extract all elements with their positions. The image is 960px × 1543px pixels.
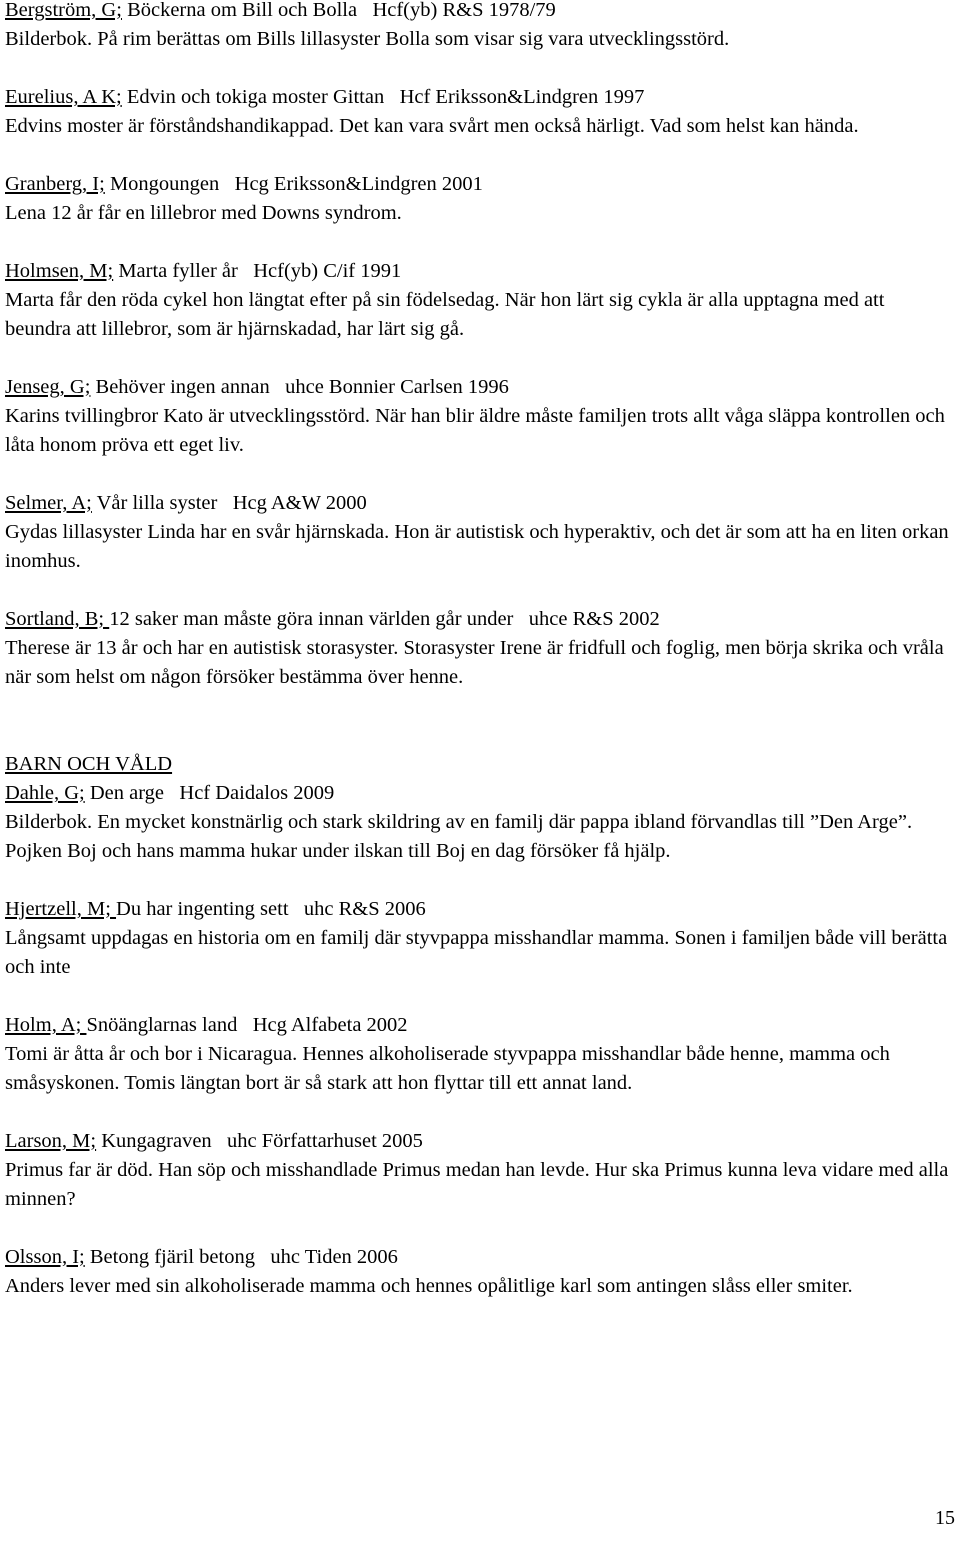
- entry-meta: Hcf(yb) C/if 1991: [253, 260, 402, 282]
- entry-author: Dahle, G;: [5, 782, 85, 804]
- entry-header: [5, 489, 955, 518]
- book-entry: [5, 83, 955, 141]
- book-entry: [5, 1011, 955, 1098]
- entry-title: Behöver ingen annan: [90, 376, 270, 398]
- entry-title: Marta fyller år: [113, 260, 238, 282]
- entry-title: Böckerna om Bill och Bolla: [121, 0, 358, 21]
- entry-meta: uhce Bonnier Carlsen 1996: [285, 376, 509, 398]
- entry-author: Holm, A;: [5, 1014, 87, 1036]
- book-entry: [5, 489, 955, 576]
- entry-author: Selmer, A;: [5, 492, 92, 514]
- book-entry: [5, 257, 955, 344]
- entry-title: Mongoungen: [104, 173, 220, 195]
- book-entry: [5, 605, 955, 692]
- book-entry: [5, 1243, 955, 1301]
- entry-description: Tomi är åtta år och bor i Nicaragua. Hennes alkoholiserade styvpappa misshandlar både henne, mamma och småsyskonen. Tomis längtan bort är så stark att hon flyttar till ett annat land.: [5, 1043, 890, 1094]
- entry-description: Lena 12 år får en lillebror med Downs syndrom.: [5, 202, 402, 224]
- entry-title: Kungagraven: [96, 1130, 212, 1152]
- entry-author: Olsson, I;: [5, 1246, 85, 1268]
- book-entry: [5, 1127, 955, 1214]
- entry-description: Bilderbok. En mycket konstnärlig och stark skildring av en familj där pappa ibland förvandlas till ”Den Arge”. Pojken Boj och hans mamma hukar under ilskan till Boj en dag försöker få hjälp.: [5, 811, 913, 862]
- entry-header: [5, 1011, 955, 1040]
- document-body: [5, 0, 955, 1301]
- entry-meta: Hcg Alfabeta 2002: [252, 1014, 408, 1036]
- entry-meta: uhce R&S 2002: [528, 608, 660, 630]
- entry-title: Du har ingenting sett: [116, 898, 289, 920]
- entry-author: Bergström, G;: [5, 0, 122, 21]
- entry-meta: uhc Författarhuset 2005: [227, 1130, 423, 1152]
- section-heading-text: BARN OCH VÅLD: [5, 753, 173, 775]
- entry-header: [5, 779, 955, 808]
- entry-description: Långsamt uppdagas en historia om en familj där styvpappa misshandlar mamma. Sonen i familjen både vill berätta och inte: [5, 927, 948, 978]
- entry-meta: uhc Tiden 2006: [270, 1246, 398, 1268]
- entry-author: Granberg, I;: [5, 173, 105, 195]
- entry-description: Therese är 13 år och har en autistisk storasyster. Storasyster Irene är fridfull och foglig, men börja skrika och vråla när som helst om någon försöker bestämma över henne.: [5, 637, 944, 688]
- entry-meta: Hcg Eriksson&Lindgren 2001: [234, 173, 483, 195]
- entry-meta: Hcf(yb) R&S 1978/79: [372, 0, 556, 21]
- entry-header: [5, 373, 955, 402]
- entry-description: Bilderbok. På rim berättas om Bills lillasyster Bolla som visar sig vara utvecklingsstörd.: [5, 28, 730, 50]
- entry-description: Primus far är död. Han söp och misshandlade Primus medan han levde. Hur ska Primus kunna leva vidare med alla minnen?: [5, 1159, 949, 1210]
- entry-description: Karins tvillingbror Kato är utvecklingsstörd. När han blir äldre måste familjen trots allt våga släppa kontrollen och låta honom pröva ett eget liv.: [5, 405, 945, 456]
- entry-header: [5, 1127, 955, 1156]
- entry-author: Larson, M;: [5, 1130, 97, 1152]
- entry-title: Vår lilla syster: [91, 492, 218, 514]
- book-entry: [5, 373, 955, 460]
- entry-header: [5, 1243, 955, 1272]
- entry-description: Anders lever med sin alkoholiserade mamma och hennes opålitlige karl som antingen slåss eller smiter.: [5, 1275, 853, 1297]
- entry-title: Betong fjäril betong: [84, 1246, 255, 1268]
- entry-meta: Hcf Daidalos 2009: [179, 782, 335, 804]
- entry-title: Den arge: [84, 782, 165, 804]
- entry-author: Sortland, B;: [5, 608, 110, 630]
- entry-description: Gydas lillasyster Linda har en svår hjärnskada. Hon är autistisk och hyperaktiv, och det är som att ha en liten orkan inomhus.: [5, 521, 949, 572]
- entry-header: [5, 605, 955, 634]
- page-number: 15: [935, 1507, 955, 1529]
- entry-meta: Hcf Eriksson&Lindgren 1997: [399, 86, 645, 108]
- entry-title: Snöänglarnas land: [86, 1014, 238, 1036]
- entry-header: [5, 83, 955, 112]
- book-entry: [5, 779, 955, 866]
- entry-author: Hjertzell, M;: [5, 898, 117, 920]
- entry-author: Eurelius, A K;: [5, 86, 122, 108]
- entry-meta: uhc R&S 2006: [303, 898, 426, 920]
- entry-title: 12 saker man måste göra innan världen går under: [109, 608, 514, 630]
- entry-author: Jenseg, G;: [5, 376, 91, 398]
- section-heading: [5, 750, 955, 779]
- entry-header: [5, 0, 955, 25]
- book-entry: [5, 170, 955, 228]
- book-entry: [5, 895, 955, 982]
- entry-title: Edvin och tokiga moster Gittan: [121, 86, 385, 108]
- entry-author: Holmsen, M;: [5, 260, 114, 282]
- entry-header: [5, 170, 955, 199]
- entry-description: Marta får den röda cykel hon längtat efter på sin födelsedag. När hon lärt sig cykla är alla upptagna med att beundra att lillebror, som är hjärnskadad, har lärt sig gå.: [5, 289, 885, 340]
- entry-meta: Hcg A&W 2000: [232, 492, 367, 514]
- book-entry: [5, 0, 955, 54]
- entry-description: Edvins moster är förståndshandikappad. Det kan vara svårt men också härligt. Vad som helst kan hända.: [5, 115, 859, 137]
- entry-header: [5, 257, 955, 286]
- entry-header: [5, 895, 955, 924]
